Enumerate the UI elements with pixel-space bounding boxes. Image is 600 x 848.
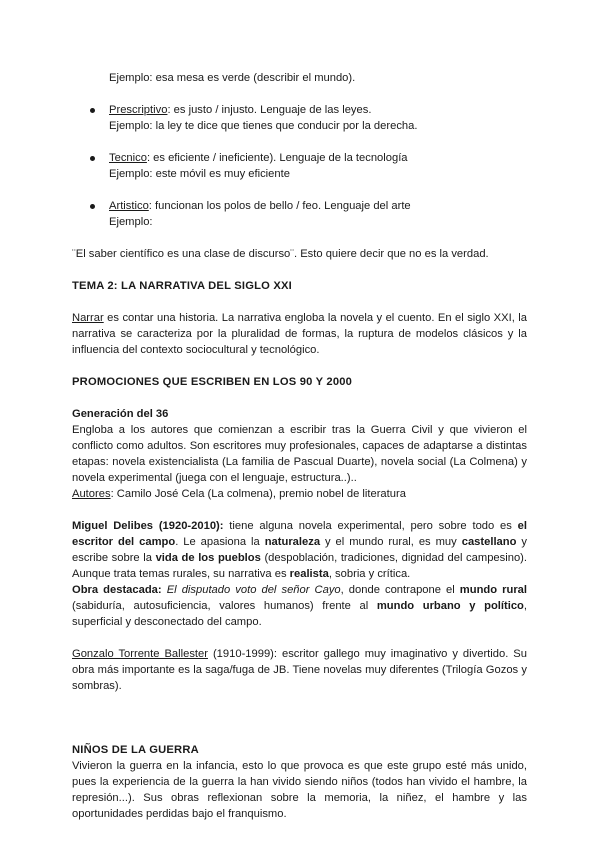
quote-paragraph: ¨El saber científico es una clase de discurso¨. Esto quiere decir que no es la verdad. <box>72 248 489 260</box>
section-heading-tema2: TEMA 2: LA NARRATIVA DEL SIGLO XXI <box>72 280 292 292</box>
text-span: , donde contrapone el <box>340 584 460 596</box>
generacion-36-paragraph: Engloba a los autores que comienzan a escribir tras la Guerra Civil y que vivieron el conflicto como adultos. Son escritores muy profesionales, capaces de adaptarse a distintas etapas: novela existencialista (La familia de Pascual Duarte), novela social (La Colmena) y novela experimental (juega con el lenguaje, estructura..).. <box>72 424 527 484</box>
term: Tecnico <box>109 152 147 164</box>
text-span: tiene alguna novela experimental, pero sobre todo es <box>223 520 518 532</box>
author-name: Gonzalo Torrente Ballester <box>72 648 208 660</box>
list-item-artistico <box>72 198 527 230</box>
example-line: Ejemplo: <box>109 216 153 228</box>
subheading-generacion-36: Generación del 36 <box>72 408 169 420</box>
obra-label: Obra destacada: <box>72 584 162 596</box>
bullet-icon <box>90 204 95 209</box>
section-heading-ninos: NIÑOS DE LA GUERRA <box>72 744 199 756</box>
autores-text: : Camilo José Cela (La colmena), premio nobel de literatura <box>110 488 406 500</box>
term: Narrar <box>72 312 104 324</box>
bold-span: mundo urbano y político <box>376 600 524 612</box>
text-span: , sobria y crítica. <box>328 568 411 580</box>
example-line: Ejemplo: esa mesa es verde (describir el mundo). <box>109 72 356 84</box>
author-name: Miguel Delibes (1920-2010): <box>72 520 224 532</box>
text-span: (despoblación, tradiciones, dignidad del campesino). Aunque trata temas rurales, su narrativa es <box>72 552 527 580</box>
bold-span: naturaleza <box>264 536 321 548</box>
ninos-paragraph: Vivieron la guerra en la infancia, esto lo que provoca es que este grupo esté más unido, pues la experiencia de la guerra la han vivido siendo niños (todos han vivido el hambre, la represión...). Sus obras reflexionan sobre la memoria, la niñez, el hambre y las oportunidades perdidas bajo el franquismo. <box>72 760 527 820</box>
section-heading-promociones: PROMOCIONES QUE ESCRIBEN EN LOS 90 Y 2000 <box>72 376 353 388</box>
text-span: . Le apasiona la <box>175 536 265 548</box>
text-span: y escribe sobre la <box>72 536 528 564</box>
torrente-paragraph <box>72 646 527 694</box>
bullet-icon <box>90 108 95 113</box>
example-line: Ejemplo: la ley te dice que tienes que conducir por la derecha. <box>109 120 418 132</box>
term-description: : es justo / injusto. Lenguaje de las leyes. <box>167 104 372 116</box>
example-line: Ejemplo: este móvil es muy eficiente <box>109 168 290 180</box>
bold-span: mundo rural <box>459 584 528 596</box>
paragraph-text: (1910-1999): escritor gallego muy imaginativo y divertido. Su obra más importante es la saga/fuga de JB. Tiene novelas muy diferentes (Trilogía Gozos y sombras). <box>72 648 527 692</box>
term: Artistico <box>109 200 149 212</box>
text-span: (sabiduría, autosuficiencia, valores humanos) frente al <box>72 600 377 612</box>
term-description: : es eficiente / ineficiente). Lenguaje de la tecnología <box>146 152 408 164</box>
bullet-icon <box>90 156 95 161</box>
autores-line <box>72 486 527 502</box>
term: Prescriptivo <box>109 104 168 116</box>
obra-destacada-paragraph <box>72 582 527 630</box>
delibes-paragraph <box>72 518 527 582</box>
autores-label: Autores <box>72 488 111 500</box>
paragraph-text: es contar una historia. La narrativa engloba la novela y el cuento. En el siglo XXI, la narrativa se caracteriza por la pluralidad de formas, la ruptura de modelos clásicos y la influencia del contexto sociocultural y tecnológico. <box>72 312 527 356</box>
obra-title: El disputado voto del señor Cayo <box>166 584 341 596</box>
bold-span: vida de los pueblos <box>155 552 261 564</box>
list-item-prescriptivo <box>72 102 527 134</box>
document-page <box>72 70 527 822</box>
term-description: : funcionan los polos de bello / feo. Lenguaje del arte <box>148 200 411 212</box>
bold-span: realista <box>289 568 329 580</box>
text-span: , superficial y desconectado del campo. <box>72 600 527 628</box>
list-item-tecnico <box>72 150 527 182</box>
text-span: y el mundo rural, es muy <box>320 536 462 548</box>
bold-span: el escritor del campo <box>72 520 527 548</box>
narrar-paragraph <box>72 310 527 358</box>
bold-span: castellano <box>461 536 517 548</box>
